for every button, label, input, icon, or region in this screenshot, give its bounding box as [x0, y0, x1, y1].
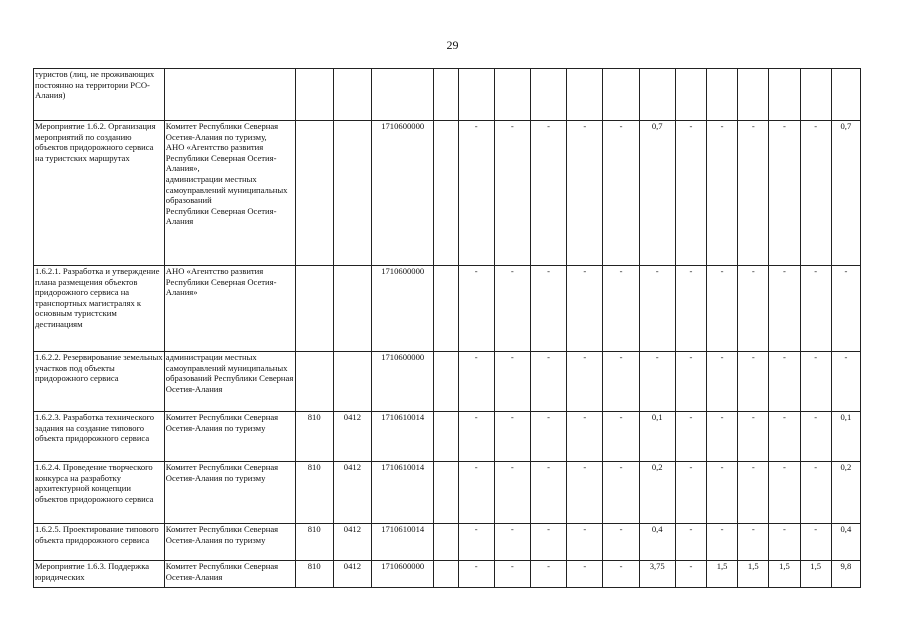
table-row	[34, 266, 861, 352]
row-csr-cell: 1710610014	[372, 524, 434, 561]
row-value-cell: -	[458, 121, 494, 266]
row-value-cell	[675, 69, 706, 121]
row-value-cell: -	[831, 266, 860, 352]
row-value-cell: 0,2	[831, 462, 860, 524]
row-rz-cell	[333, 266, 371, 352]
row-value-cell: -	[800, 462, 831, 524]
row-value-cell	[769, 69, 800, 121]
table-row	[34, 412, 861, 462]
row-value-cell: -	[738, 121, 769, 266]
row-value-cell: -	[738, 266, 769, 352]
row-value-cell: 1,5	[800, 561, 831, 588]
row-value-cell: -	[530, 121, 566, 266]
row-name-cell: 1.6.2.2. Резервирование земельных участков под объекты придорожного сервиса	[34, 352, 165, 412]
row-value-cell: -	[675, 561, 706, 588]
program-table	[33, 68, 861, 588]
row-value-cell	[458, 69, 494, 121]
row-value-cell	[494, 69, 530, 121]
row-value-cell: -	[675, 352, 706, 412]
row-value-cell	[639, 69, 675, 121]
row-value-cell: -	[800, 121, 831, 266]
row-value-cell: -	[567, 266, 603, 352]
row-csr-cell: 1710600000	[372, 266, 434, 352]
row-name-cell: 1.6.2.5. Проектирование типового объекта придорожного сервиса	[34, 524, 165, 561]
row-vr-cell	[434, 69, 458, 121]
row-value-cell: -	[530, 561, 566, 588]
row-value-cell	[800, 69, 831, 121]
row-value-cell: 1,5	[738, 561, 769, 588]
table-row	[34, 524, 861, 561]
row-executor-cell: Комитет Республики Северная Осетия-Алания по туризму	[164, 524, 295, 561]
row-grbs-cell: 810	[295, 524, 333, 561]
row-value-cell: 0,2	[639, 462, 675, 524]
row-vr-cell	[434, 524, 458, 561]
row-grbs-cell	[295, 352, 333, 412]
row-name-cell: 1.6.2.1. Разработка и утверждение плана размещения объектов придорожного сервиса на транспортных магистралях к основным туристским дестинациям	[34, 266, 165, 352]
row-value-cell: -	[738, 352, 769, 412]
row-executor-cell: Комитет Республики Северная Осетия-Алания	[164, 561, 295, 588]
row-value-cell	[567, 69, 603, 121]
row-executor-cell: Комитет Республики Северная Осетия-Алания по туризму, АНО «Агентство развития Республики Северная Осетия-Алания», администрации местных самоуправлений муниципальных образований Республики Северная Осетия-Алания	[164, 121, 295, 266]
row-value-cell: -	[458, 412, 494, 462]
row-value-cell: 0,4	[639, 524, 675, 561]
row-value-cell: -	[639, 352, 675, 412]
row-value-cell: 0,1	[831, 412, 860, 462]
row-name-cell: туристов (лиц, не проживающих постоянно на территории РСО-Алания)	[34, 69, 165, 121]
row-value-cell: -	[603, 524, 639, 561]
row-value-cell: -	[567, 524, 603, 561]
row-value-cell: -	[458, 352, 494, 412]
row-value-cell: -	[769, 352, 800, 412]
row-name-cell: Мероприятие 1.6.2. Организация мероприятий по созданию объектов придорожного сервиса на туристских маршрутах	[34, 121, 165, 266]
row-rz-cell	[333, 121, 371, 266]
row-value-cell: -	[769, 266, 800, 352]
row-vr-cell	[434, 266, 458, 352]
row-name-cell: Мероприятие 1.6.3. Поддержка юридических	[34, 561, 165, 588]
row-value-cell: -	[707, 121, 738, 266]
row-value-cell: -	[567, 462, 603, 524]
row-value-cell: -	[603, 561, 639, 588]
row-value-cell: -	[769, 524, 800, 561]
row-value-cell: -	[603, 352, 639, 412]
row-rz-cell: 0412	[333, 412, 371, 462]
table-row	[34, 561, 861, 588]
row-value-cell: 0,7	[639, 121, 675, 266]
table-row	[34, 69, 861, 121]
row-value-cell: -	[530, 352, 566, 412]
row-value-cell: -	[603, 412, 639, 462]
row-executor-cell: Комитет Республики Северная Осетия-Алания по туризму	[164, 462, 295, 524]
row-csr-cell: 1710610014	[372, 412, 434, 462]
row-grbs-cell: 810	[295, 561, 333, 588]
row-value-cell	[707, 69, 738, 121]
row-value-cell: -	[675, 121, 706, 266]
row-vr-cell	[434, 462, 458, 524]
row-value-cell: -	[738, 412, 769, 462]
row-name-cell: 1.6.2.4. Проведение творческого конкурса на разработку архитектурной концепции объектов придорожного сервиса	[34, 462, 165, 524]
row-value-cell: -	[458, 561, 494, 588]
row-value-cell: -	[738, 524, 769, 561]
row-value-cell: -	[494, 524, 530, 561]
row-value-cell: -	[530, 266, 566, 352]
row-value-cell: -	[675, 266, 706, 352]
row-csr-cell: 1710600000	[372, 352, 434, 412]
row-value-cell: -	[458, 524, 494, 561]
row-vr-cell	[434, 561, 458, 588]
row-value-cell: -	[567, 121, 603, 266]
row-rz-cell: 0412	[333, 462, 371, 524]
row-value-cell	[831, 69, 860, 121]
row-value-cell: 1,5	[707, 561, 738, 588]
row-executor-cell: АНО «Агентство развития Республики Северная Осетия-Алания»	[164, 266, 295, 352]
row-value-cell: -	[494, 352, 530, 412]
row-name-cell: 1.6.2.3. Разработка технического задания на создание типового объекта придорожного сервиса	[34, 412, 165, 462]
row-rz-cell: 0412	[333, 561, 371, 588]
table-row	[34, 352, 861, 412]
row-value-cell: 0,1	[639, 412, 675, 462]
row-value-cell: -	[675, 412, 706, 462]
row-value-cell	[738, 69, 769, 121]
row-grbs-cell	[295, 121, 333, 266]
row-value-cell: -	[603, 462, 639, 524]
row-value-cell: -	[738, 462, 769, 524]
row-rz-cell	[333, 352, 371, 412]
row-vr-cell	[434, 412, 458, 462]
row-rz-cell	[333, 69, 371, 121]
row-value-cell: -	[530, 412, 566, 462]
row-value-cell: -	[769, 121, 800, 266]
row-value-cell: -	[707, 462, 738, 524]
row-value-cell: -	[530, 524, 566, 561]
row-executor-cell: администрации местных самоуправлений муниципальных образований Республики Северная Осетия-Алания	[164, 352, 295, 412]
row-value-cell: -	[769, 462, 800, 524]
row-value-cell: -	[707, 524, 738, 561]
row-value-cell: -	[800, 524, 831, 561]
row-value-cell: -	[800, 266, 831, 352]
row-value-cell: -	[458, 266, 494, 352]
row-value-cell: -	[707, 412, 738, 462]
row-vr-cell	[434, 352, 458, 412]
row-value-cell: -	[707, 352, 738, 412]
row-value-cell: -	[800, 412, 831, 462]
row-executor-cell: Комитет Республики Северная Осетия-Алания по туризму	[164, 412, 295, 462]
row-grbs-cell: 810	[295, 412, 333, 462]
row-value-cell: -	[494, 412, 530, 462]
row-value-cell	[603, 69, 639, 121]
row-value-cell: -	[639, 266, 675, 352]
row-value-cell: -	[831, 352, 860, 412]
row-value-cell: 3,75	[639, 561, 675, 588]
row-value-cell: -	[603, 266, 639, 352]
row-csr-cell: 1710600000	[372, 121, 434, 266]
row-value-cell: 1,5	[769, 561, 800, 588]
row-value-cell: -	[494, 561, 530, 588]
page-number: 29	[446, 38, 459, 52]
row-grbs-cell: 810	[295, 462, 333, 524]
row-executor-cell	[164, 69, 295, 121]
row-csr-cell	[372, 69, 434, 121]
row-value-cell: -	[530, 462, 566, 524]
row-value-cell: 9,8	[831, 561, 860, 588]
row-value-cell: -	[567, 561, 603, 588]
row-vr-cell	[434, 121, 458, 266]
row-rz-cell: 0412	[333, 524, 371, 561]
row-value-cell: -	[675, 462, 706, 524]
table-row	[34, 462, 861, 524]
row-value-cell: 0,7	[831, 121, 860, 266]
row-value-cell: -	[494, 462, 530, 524]
row-value-cell: -	[458, 462, 494, 524]
row-value-cell: -	[707, 266, 738, 352]
row-value-cell: -	[494, 121, 530, 266]
row-value-cell: -	[675, 524, 706, 561]
row-grbs-cell	[295, 69, 333, 121]
row-grbs-cell	[295, 266, 333, 352]
table-row	[34, 121, 861, 266]
row-value-cell: -	[769, 412, 800, 462]
row-value-cell: -	[494, 266, 530, 352]
row-csr-cell: 1710610014	[372, 462, 434, 524]
row-value-cell	[530, 69, 566, 121]
row-value-cell: -	[567, 412, 603, 462]
row-value-cell: -	[800, 352, 831, 412]
row-value-cell: 0,4	[831, 524, 860, 561]
row-value-cell: -	[567, 352, 603, 412]
row-csr-cell: 1710600000	[372, 561, 434, 588]
row-value-cell: -	[603, 121, 639, 266]
